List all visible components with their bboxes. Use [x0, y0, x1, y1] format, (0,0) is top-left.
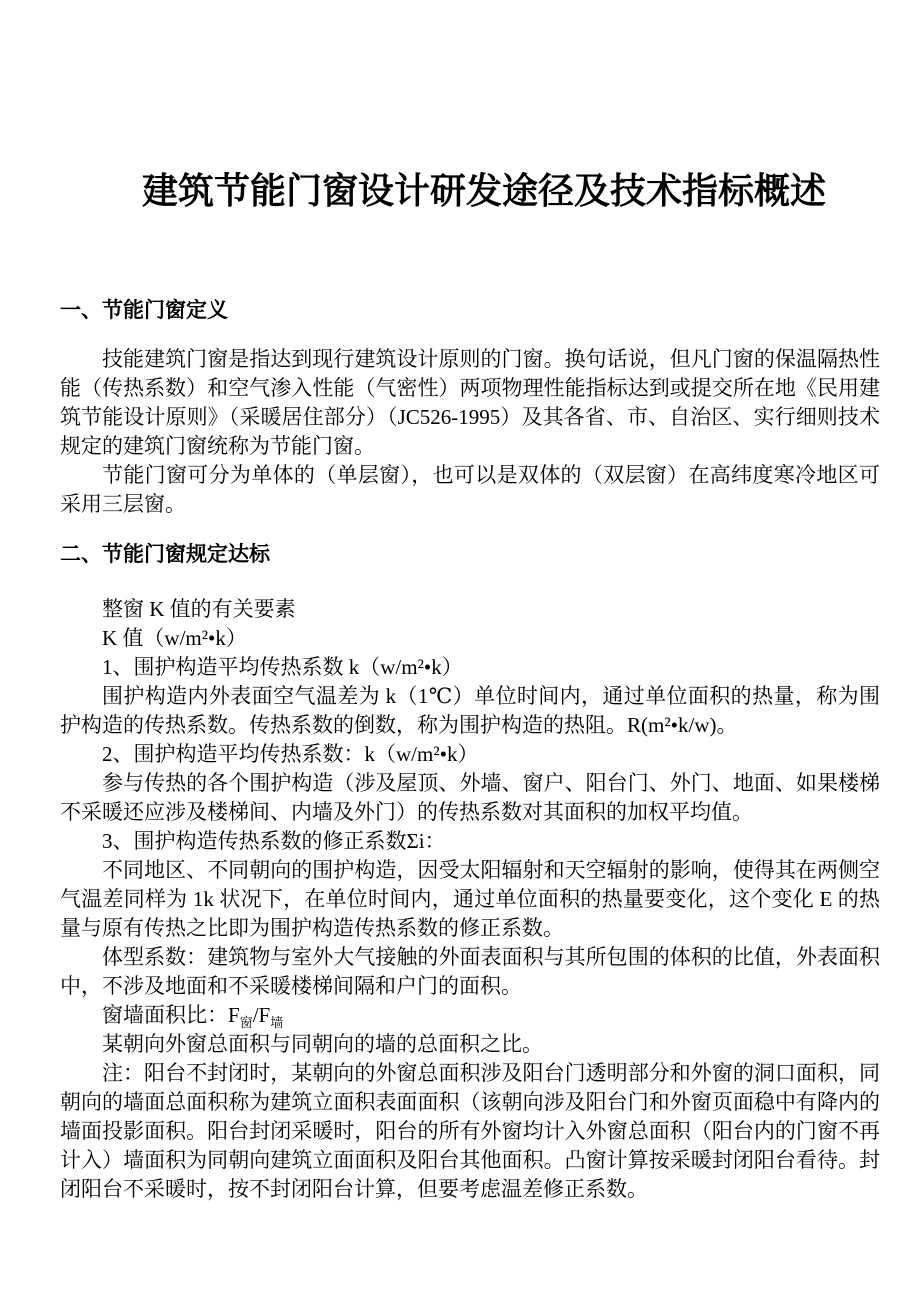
paragraph-heat-transfer-definition: 围护构造内外表面空气温差为 k（1℃）单位时间内，通过单位面积的热量，称为围护构造的传热系数。传热系数的倒数，称为围护构造的热阻。R(m²•k/w)。: [60, 684, 880, 737]
formula-window-subscript: 窗: [239, 1015, 253, 1031]
section-definition-heading: 一、节能门窗定义: [60, 298, 228, 322]
paragraph-definition-body: 技能建筑门窗是指达到现行建筑设计原则的门窗。换句话说，但凡门窗的保温隔热性能（传热系数）和空气渗入性能（气密性）两项物理性能指标达到或提交所在地《民用建筑节能设计原则》（采暖居住部分）（JC526-1995）及其各省、市、自治区、实行细则技术规定的建筑门窗统称为节能门窗。: [60, 347, 880, 458]
paragraph-k-value-factors: 整窗 K 值的有关要素: [102, 597, 296, 621]
paragraph-k-value-unit: K 值（w/m²•k）: [102, 626, 247, 650]
paragraph-ratio-definition: 某朝向外窗总面积与同朝向的墙的总面积之比。: [102, 1032, 543, 1056]
formula-wall-subscript: 墙: [270, 1015, 284, 1031]
section-standards: [60, 540, 880, 1204]
section-standards-heading: 二、节能门窗规定达标: [60, 542, 270, 566]
window-wall-ratio-formula: [60, 1001, 880, 1030]
document-title: 建筑节能门窗设计研发途径及技术指标概述: [141, 171, 826, 211]
paragraph-shape-coefficient: 体型系数：建筑物与室外大气接触的外面表面积与其所包围的体积的比值，外表面积中，不涉及地面和不采暖楼梯间隔和户门的面积。: [60, 945, 880, 998]
paragraph-window-types: 节能门窗可分为单体的（单层窗），也可以是双体的（双层窗）在高纬度寒冷地区可采用三层窗。: [60, 463, 880, 516]
paragraph-item-1-heat-transfer-coefficient: 1、围护构造平均传热系数 k（w/m²•k）: [102, 655, 463, 679]
paragraph-item-2-average-coefficient: 2、围护构造平均传热系数：k（w/m²•k）: [102, 742, 479, 766]
formula-prefix: 窗墙面积比：F: [102, 1003, 240, 1027]
paragraph-item-3-correction-factor: 3、围护构造传热系数的修正系数Σi：: [102, 829, 446, 853]
formula-divider: /F: [252, 1003, 271, 1027]
paragraph-balcony-note: 注：阳台不封闭时，某朝向的外窗总面积涉及阳台门透明部分和外窗的洞口面积，同朝向的墙面总面积称为建筑立面积表面面积（该朝向涉及阳台门和外窗页面稳中有降内的墙面投影面积。阳台封闭采暖时，阳台的所有外窗均计入外窗总面积（阳台内的门窗不再计入）墙面积为同朝向建筑立面面积及阳台其他面积。凸窗计算按采暖封闭阳台看待。封闭阳台不采暖时，按不封闭阳台计算，但要考虑温差修正系数。: [60, 1061, 880, 1201]
paragraph-correction-factor-definition: 不同地区、不同朝向的围护构造，因受太阳辐射和天空辐射的影响，使得其在两侧空气温差同样为 1k 状况下，在单位时间内，通过单位面积的热量要变化，这个变化 E 的热量与原有传热之比即为围护构造传热系数的修正系数。: [60, 858, 880, 940]
paragraph-average-coefficient-definition: 参与传热的各个围护构造（涉及屋顶、外墙、窗户、阳台门、外门、地面、如果楼梯不采暖还应涉及楼梯间、内墙及外门）的传热系数对其面积的加权平均值。: [60, 771, 880, 824]
section-definition: [60, 296, 880, 519]
